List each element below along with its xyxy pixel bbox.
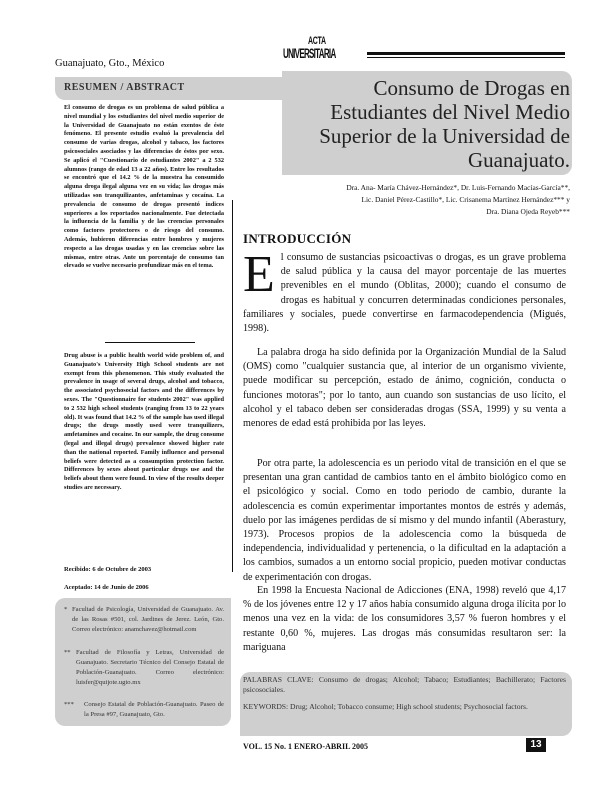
author-line: Dra. Ana- María Chávez-Hernández*, Dr. Luis-Fernando Macías-García**, xyxy=(346,183,570,192)
affiliation-mark: * xyxy=(64,606,68,613)
section-heading-introduccion: INTRODUCCIÓN xyxy=(243,231,352,246)
journal-logo xyxy=(283,36,353,60)
affiliation-text: Facultad de Filosofía y Letras, Universidad de Guanajuato. Secretario Técnico del Consejo Estatal de Población-Guanajuato. Correo electrónico: luisfer@quijote.ugto.mx xyxy=(76,649,224,686)
paragraph-text: l consumo de sustancias psicoactivas o drogas, es un grave problema de salud pública y la causa del mayor porcentaje de las muertes prevenibles en el mundo (Oblitas, 2000); cuando el consumo de drogas es habitual y concurren determinadas condiciones personales, familiares y sociales, puede convertirse en farmacodependencia (Migués, 1998). xyxy=(243,252,566,335)
article-title: Consumo de Drogas en Estudiantes del Nivel Medio Superior de la Universidad de Guanajuato. xyxy=(319,76,570,172)
affiliation-text: Consejo Estatal de Población-Guanajuato. Paseo de la Presa #97, Guanajuato, Gto. xyxy=(84,701,224,718)
abstract-spanish: El consumo de drogas es un problema de salud pública a nivel mundial y los estudiantes del nivel medio superior de la Universidad de Guanajuato no están exentos de éste fenómeno. El presente estudio evaluó la prevalencia del consumo de varias drogas, alcohol y tabaco, los factores psicosociales asociados y las diferencias de éstos por sexo. Se aplicó el "Cuestionario de estudiantes 2002" a 2 532 alumnos (rango de edad 13 a 22 años). Entre los resultados se encontró que el 14.2 % de la muestra ha consumido alguna droga ilegal alguna vez en su vida; las drogas más utilizadas son tranquilizantes, anfetaminas y cocaína. La prevalencia de consumo de drogas presentó índices superiores a los reportados nacionalmente. Fue detectada la influencia de la familia y de las creencias personales como factores protectores o de riesgo del consumo. Además, hubieron diferencias entre hombres y mujeres respecto a las drogas usadas y en las creencias sobre las mismas, entre otras. Ante un porcentaje de consumo tan elevado se vuelve necesario profundizar más en el tema. xyxy=(64,104,224,270)
affiliation-text: Facultad de Psicología, Universidad de Guanajuato. Av. de las Rosas #501, col. Jardines de Jerez. León, Gto. Correo electrónico: anamchavez@hotmail.com xyxy=(72,606,224,633)
logo-acta: ACTA xyxy=(308,36,326,48)
affiliation-3 xyxy=(64,700,224,720)
body-paragraph-3: Por otra parte, la adolescencia es un periodo vital de transición en el que se presentan una gran cantidad de cambios tanto en el ámbito biológico como en el psicológico y social. Como en todo periodo de cambio, durante la adolescencia es común experimentar importantes montos de estrés y además, duelo por las imágenes perdidas de sí mismo y del mundo infantil (Aberastury, 1973). Procesos propios de la adolescencia como la búsqueda de independencia, individualidad y pertenencia, o la dificultad en la adaptación a los cambios, sumados a un entorno social propicio, pueden motivar conductas de experimentación con drogas. xyxy=(243,458,566,583)
body-paragraph-1 xyxy=(243,246,566,336)
author-line: Dra. Diana Ojeda Reyeb*** xyxy=(486,207,570,216)
body-paragraph-2: La palabra droga ha sido definida por la Organización Mundial de la Salud (OMS) como "cualquier sustancia que, al interior de un organismo viviente, puede modificar su percepción, estado de ánimo, cognición, conducta o funciones motoras"; por lo tanto, aun cuando son sustancias de uso lícito, el alcohol y el tabaco deben ser consideradas drogas (SSA, 1999) y su venta a menores de edad está prohibida por las leyes. xyxy=(243,347,566,430)
header-rule xyxy=(367,52,565,55)
keywords-spanish: PALABRAS CLAVE: Consumo de drogas; Alcohol; Tabaco; Estudiantes; Bachillerato; Factores psicosociales. xyxy=(243,675,566,694)
received-date: Recibido: 6 de Octubre de 2003 xyxy=(64,566,152,573)
affiliation-1 xyxy=(64,605,224,635)
location-header: Guanajuato, Gto., México xyxy=(55,58,165,69)
logo-universitaria: UNIVERSITARIA xyxy=(283,46,336,62)
column-divider xyxy=(232,200,233,572)
affiliation-mark: *** xyxy=(64,701,74,708)
affiliation-mark: ** xyxy=(64,649,71,656)
author-list xyxy=(270,182,570,218)
abstract-divider xyxy=(105,342,195,343)
body-paragraph-4: En 1998 la Encuesta Nacional de Adicciones (ENA, 1998) reveló que 4,17 % de los jóvenes entre 12 y 17 años había consumido alguna droga ilícita por lo menos una vez en la vida: de los consumidores 3,57 % fueron hombres y el restante 0,60 %, mujeres. Las drogas más consumidas resultaron ser: la mariguana xyxy=(243,585,566,653)
abstract-english: Drug abuse is a public health world wide problem of, and Guanajuato's University High School students are not exempt from this phenomenon. This study evaluated the prevalence in usage of several drugs, alcohol and tobacco, the associated psychosocial factors and the differences by sexes. The "Questionnaire for students 2002" was applied to 2 532 high school students (ranging from 13 to 22 years old). It was found that 14.2 % of the sample has used illegal drugs; the drugs mostly used were tranquilizers, amfetamines and cocaine. In our sample, the drug consume (legal and illegal drugs) prevalence showed higher rate than the national reported. Family influence and personal beliefs were detected as a consumption protection factor. Differences by sexes about particular drugs use and the beliefs about them were found. In view of the results deeper studies are necessary. xyxy=(64,352,224,491)
affiliation-2 xyxy=(64,648,224,688)
keywords-english: KEYWORDS: Drug; Alcohol; Tobacco consume; High school students; Psychosocial factors. xyxy=(243,702,528,711)
accepted-date: Aceptado: 14 de Junio de 2006 xyxy=(64,584,149,591)
header-rule-thin xyxy=(367,57,565,58)
volume-info: VOL. 15 No. 1 ENERO-ABRIL 2005 xyxy=(243,742,368,751)
author-line: Lic. Daniel Pérez-Castillo*, Lic. Crisanema Martínez Hernández*** y xyxy=(361,195,570,204)
page-number: 13 xyxy=(526,738,546,752)
section-label: RESUMEN / ABSTRACT xyxy=(64,82,185,93)
drop-cap: E xyxy=(243,246,275,303)
